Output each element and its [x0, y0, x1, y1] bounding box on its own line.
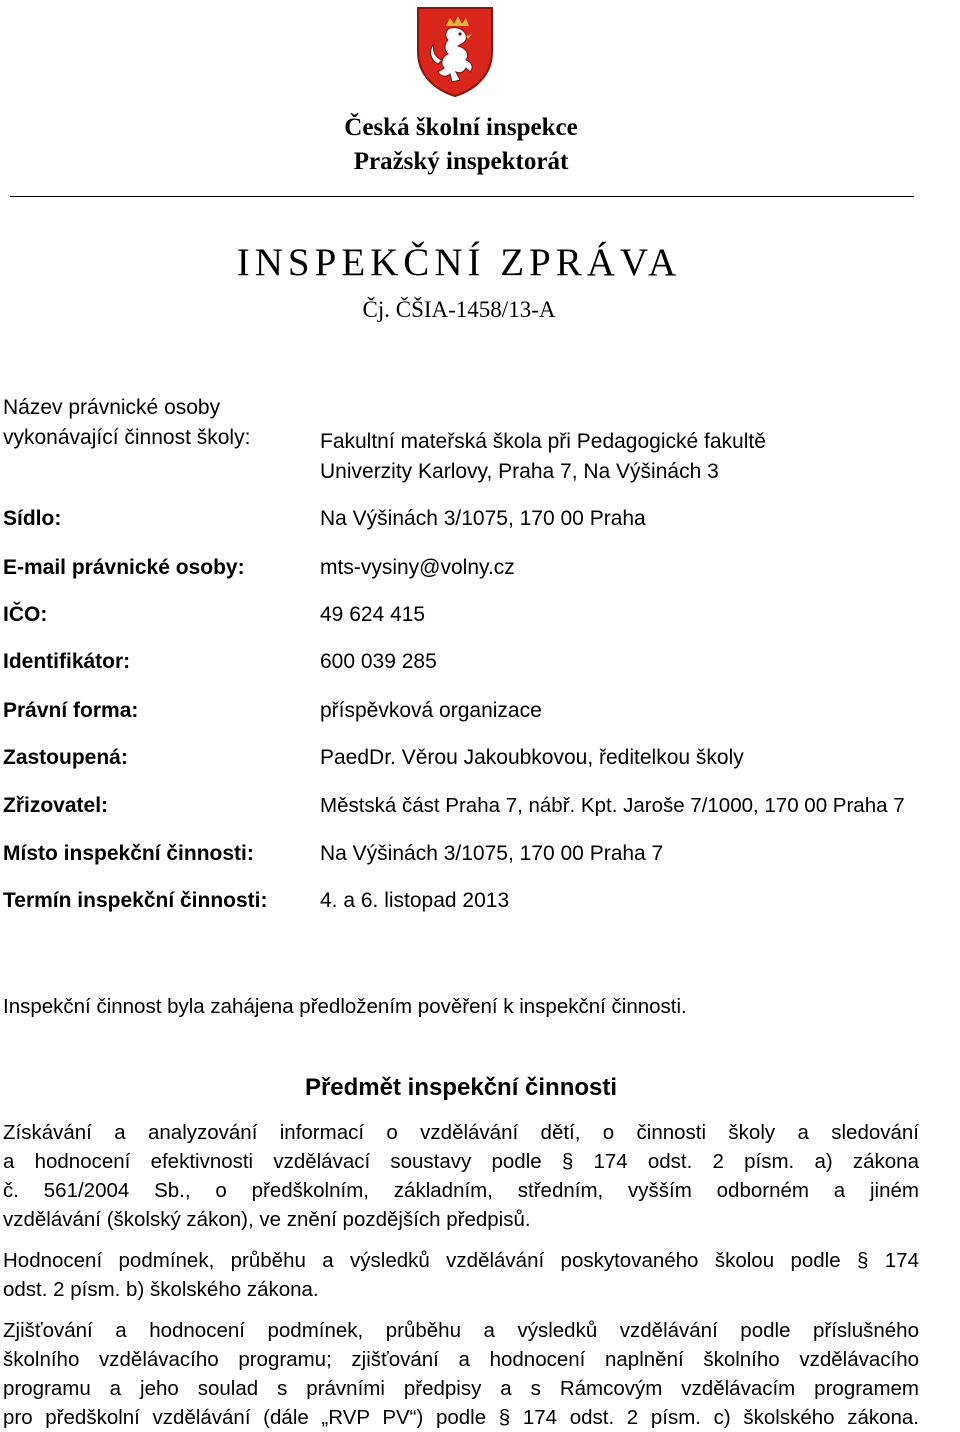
- place-label: Místo inspekční činnosti:: [3, 842, 254, 865]
- intro-paragraph: Inspekční činnost byla zahájena předložením pověření k inspekční činnosti.: [3, 995, 687, 1018]
- document-title: INSPEKČNÍ ZPRÁVA: [236, 241, 682, 284]
- paragraph-line: pro předškolní vzdělávání (dále „RVP PV“) podle § 174 odst. 2 písm. c) školského zákona.: [3, 1406, 919, 1429]
- term-value: 4. a 6. listopad 2013: [320, 889, 510, 912]
- name-label-line1: Název právnické osoby: [3, 396, 221, 419]
- paragraph-line: programu a jeho soulad s právními předpisy a s Rámcovým vzdělávacím programem: [3, 1377, 919, 1400]
- legal-form-label: Právní forma:: [3, 699, 139, 722]
- subject-heading: Předmět inspekční činnosti: [304, 1074, 618, 1101]
- represented-value: PaedDr. Věrou Jakoubkovou, ředitelkou školy: [320, 746, 744, 769]
- paragraph-line: a hodnocení efektivnosti vzdělávací soustavy podle § 174 odst. 2 písm. a) zákona: [3, 1150, 919, 1173]
- organization-name: Česká školní inspekce: [344, 114, 578, 141]
- place-value: Na Výšinách 3/1075, 170 00 Praha 7: [320, 842, 664, 865]
- paragraph-line: Hodnocení podmínek, průběhu a výsledků vzdělávání poskytovaného školou podle § 174: [3, 1249, 919, 1272]
- legal-form-value: příspěvková organizace: [320, 699, 542, 722]
- identifier-value: 600 039 285: [320, 650, 437, 673]
- founder-label: Zřizovatel:: [3, 794, 109, 817]
- subject-paragraph-1: [3, 1118, 919, 1234]
- email-label: E-mail právnické osoby:: [3, 556, 245, 579]
- header-divider: [10, 196, 914, 197]
- paragraph-line: Získávání a analyzování informací o vzdělávání dětí, o činnosti školy a sledování: [3, 1121, 919, 1144]
- seat-label: Sídlo:: [3, 507, 62, 530]
- name-label-line2: vykonávající činnost školy:: [3, 426, 251, 449]
- ico-label: IČO:: [3, 603, 48, 626]
- email-value: mts-vysiny@volny.cz: [320, 556, 515, 579]
- name-value-line2: Univerzity Karlovy, Praha 7, Na Výšinách 3: [320, 460, 719, 483]
- ico-value: 49 624 415: [320, 603, 426, 626]
- term-label: Termín inspekční činnosti:: [3, 889, 268, 912]
- founder-value: Městská část Praha 7, nábř. Kpt. Jaroše 7/1000, 170 00 Praha 7: [320, 794, 905, 817]
- name-value-line1: Fakultní mateřská škola při Pedagogické fakultě: [320, 430, 766, 453]
- represented-label: Zastoupená:: [3, 746, 128, 769]
- paragraph-line: Zjišťování a hodnocení podmínek, průběhu a výsledků vzdělávání podle příslušného: [3, 1319, 919, 1342]
- identifier-label: Identifikátor:: [3, 650, 131, 673]
- subject-paragraph-2: [3, 1246, 919, 1304]
- inspectorate-name: Pražský inspektorát: [353, 148, 569, 175]
- coat-of-arms-icon: [416, 6, 494, 98]
- subject-paragraph-3: [3, 1316, 919, 1432]
- paragraph-line: č. 561/2004 Sb., o předškolním, základním, středním, vyšším odborném a jiném: [3, 1179, 919, 1202]
- seat-value: Na Výšinách 3/1075, 170 00 Praha: [320, 507, 646, 530]
- paragraph-line: školního vzdělávacího programu; zjišťování a hodnocení naplnění školního vzdělávacího: [3, 1348, 919, 1371]
- paragraph-line: vzdělávání (školský zákon), ve znění pozdějších předpisů.: [3, 1208, 531, 1231]
- paragraph-line: odst. 2 písm. b) školského zákona.: [3, 1278, 319, 1301]
- reference-number: Čj. ČŠIA-1458/13-A: [362, 297, 556, 322]
